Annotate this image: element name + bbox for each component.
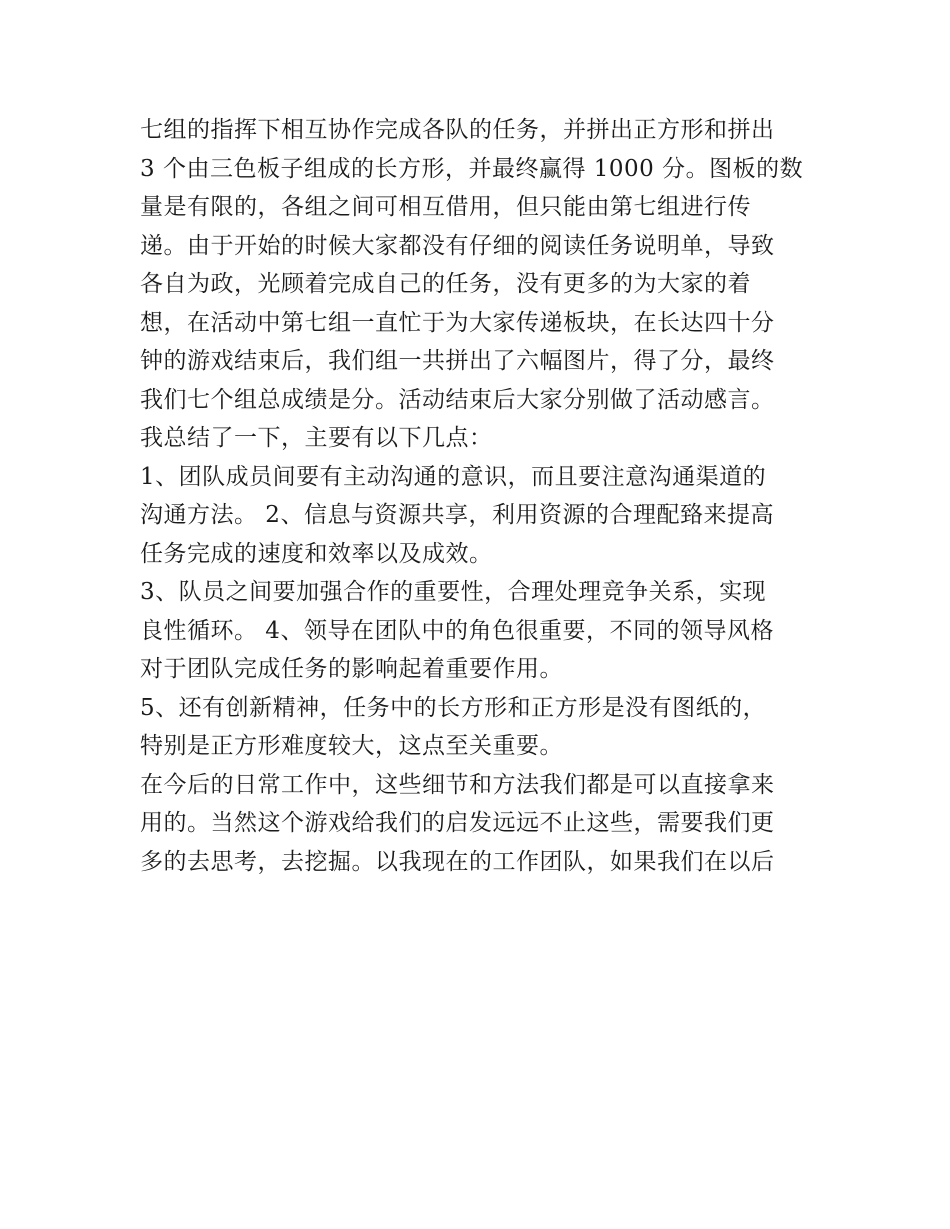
text-line-13: 3、队员之间要加强合作的重要性，合理处理竞争关系，实现 [140, 579, 767, 605]
body-text [140, 111, 820, 881]
text-line-5: 各自为政，光顾着完成自己的任务，没有更多的为大家的着 [140, 271, 751, 297]
text-line-9: 我总结了一下，主要有以下几点： [140, 425, 493, 451]
text-line-19: 用的。当然这个游戏给我们的启发远远不止这些，需要我们更 [140, 810, 775, 836]
text-line-8: 我们七个组总成绩是分。活动结束后大家分别做了活动感言。 [140, 386, 775, 413]
text-line-3: 量是有限的，各组之间可相互借用，但只能由第七组进行传 [140, 194, 751, 220]
text-line-1: 七组的指挥下相互协作完成各队的任务，并拼出正方形和拼出 [140, 117, 775, 143]
text-line-17: 特别是正方形难度较大，这点至关重要。 [140, 733, 563, 759]
text-line-20: 多的去思考，去挖掘。以我现在的工作团队，如果我们在以后 [140, 848, 775, 875]
text-line-12: 任务完成的速度和效率以及成效。 [140, 540, 493, 567]
text-line-10: 1、团队成员间要有主动沟通的意识，而且要注意沟通渠道的 [140, 463, 767, 490]
text-line-6: 想，在活动中第七组一直忙于为大家传递板块，在长达四十分 [140, 309, 775, 336]
text-line-2: 3 个由三色板子组成的长方形，并最终赢得 1000 分。图板的数 [140, 155, 804, 182]
text-line-15: 对于团队完成任务的影响起着重要作用。 [140, 656, 563, 682]
text-line-16: 5、还有创新精神，任务中的长方形和正方形是没有图纸的， [140, 694, 767, 721]
text-line-4: 递。由于开始的时候大家都没有仔细的阅读任务说明单，导致 [140, 232, 775, 259]
text-line-18: 在今后的日常工作中，这些细节和方法我们都是可以直接拿来 [140, 771, 775, 798]
text-line-14: 良性循环。 4、领导在团队中的角色很重要，不同的领导风格 [140, 617, 774, 644]
text-line-7: 钟的游戏结束后，我们组一共拼出了六幅图片，得了分，最终 [140, 348, 775, 374]
text-line-11: 沟通方法。 2、信息与资源共享，利用资源的合理配臵来提高 [140, 502, 774, 528]
